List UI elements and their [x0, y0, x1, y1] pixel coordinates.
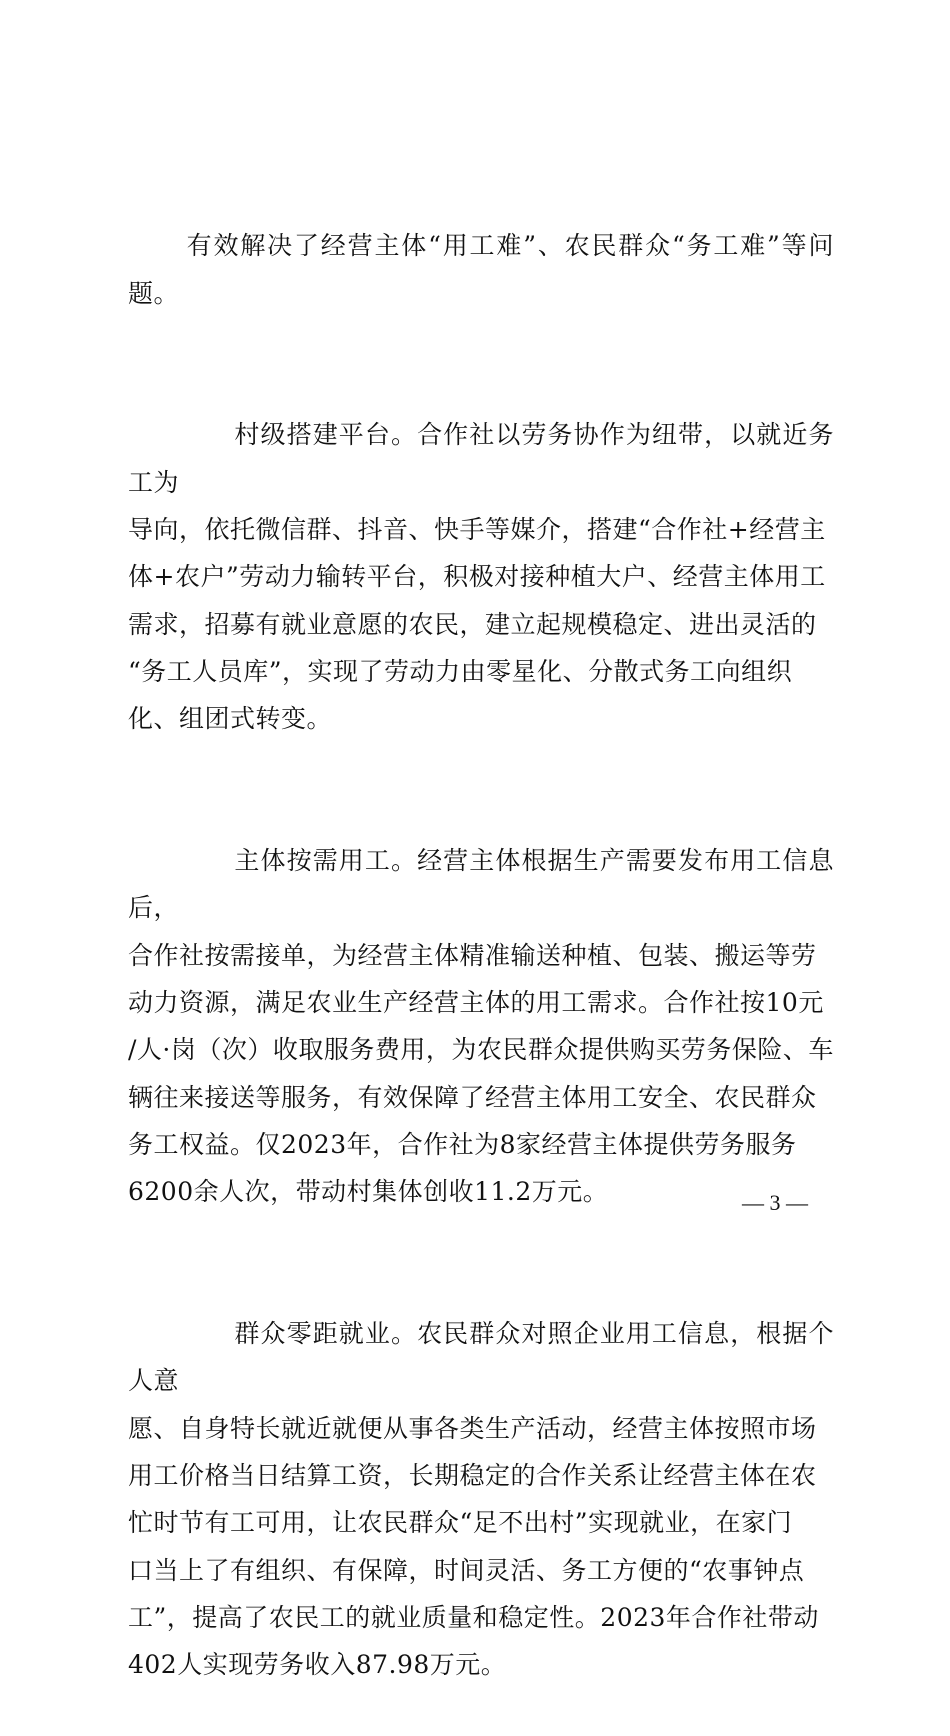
line: 合作社按需接单，为经营主体精准输送种植、包装、搬运等劳: [128, 940, 817, 970]
line: 动力资源，满足农业生产经营主体的用工需求。合作社按10元: [128, 988, 824, 1018]
paragraph-2: [128, 364, 834, 790]
line: 主体按需用工。经营主体根据生产需要发布用工信息后，: [128, 846, 834, 923]
page-number: — 3 —: [742, 1190, 808, 1215]
paragraph-4: [128, 1263, 834, 1736]
line: 体+农户”劳动力输转平台，积极对接种植大户、经营主体用工: [128, 562, 826, 592]
document-body: [128, 175, 834, 1736]
line: 辆往来接送等服务，有效保障了经营主体用工安全、农民群众: [128, 1082, 817, 1112]
line: 忙时节有工可用，让农民群众“足不出村”实现就业，在家门: [128, 1508, 793, 1538]
line: 导向，依托微信群、抖音、快手等媒介，搭建“合作社+经营主: [128, 515, 826, 545]
line: 工”，提高了农民工的就业质量和稳定性。2023年合作社带动: [128, 1602, 819, 1632]
paragraph-1: [128, 175, 834, 364]
line: 村级搭建平台。合作社以劳务协作为纽带，以就近务工为: [128, 420, 834, 497]
line: 口当上了有组织、有保障，时间灵活、务工方便的“农事钟点: [128, 1555, 805, 1585]
line: 用工价格当日结算工资，长期稳定的合作关系让经营主体在农: [128, 1461, 817, 1491]
line: 化、组团式转变。: [128, 704, 333, 734]
line: “务工人员库”，实现了劳动力由零星化、分散式务工向组织: [128, 656, 793, 686]
paragraph-3: [128, 790, 834, 1263]
line: 6200余人次，带动村集体创收11.2万元。: [128, 1177, 609, 1207]
line: 有效解决了经营主体“用工难”、农民群众“务工难”等问题。: [128, 231, 834, 308]
line: 402人实现劳务收入87.98万元。: [128, 1650, 507, 1680]
line: 需求，招募有就业意愿的农民，建立起规模稳定、进出灵活的: [128, 609, 817, 639]
line: 群众零距就业。农民群众对照企业用工信息，根据个人意: [128, 1319, 834, 1396]
line: /人·岗（次）收取服务费用，为农民群众提供购买劳务保险、车: [128, 1035, 834, 1065]
line: 务工权益。仅2023年，合作社为8家经营主体提供劳务服务: [128, 1129, 797, 1159]
line: 愿、自身特长就近就便从事各类生产活动，经营主体按照市场: [128, 1413, 817, 1443]
